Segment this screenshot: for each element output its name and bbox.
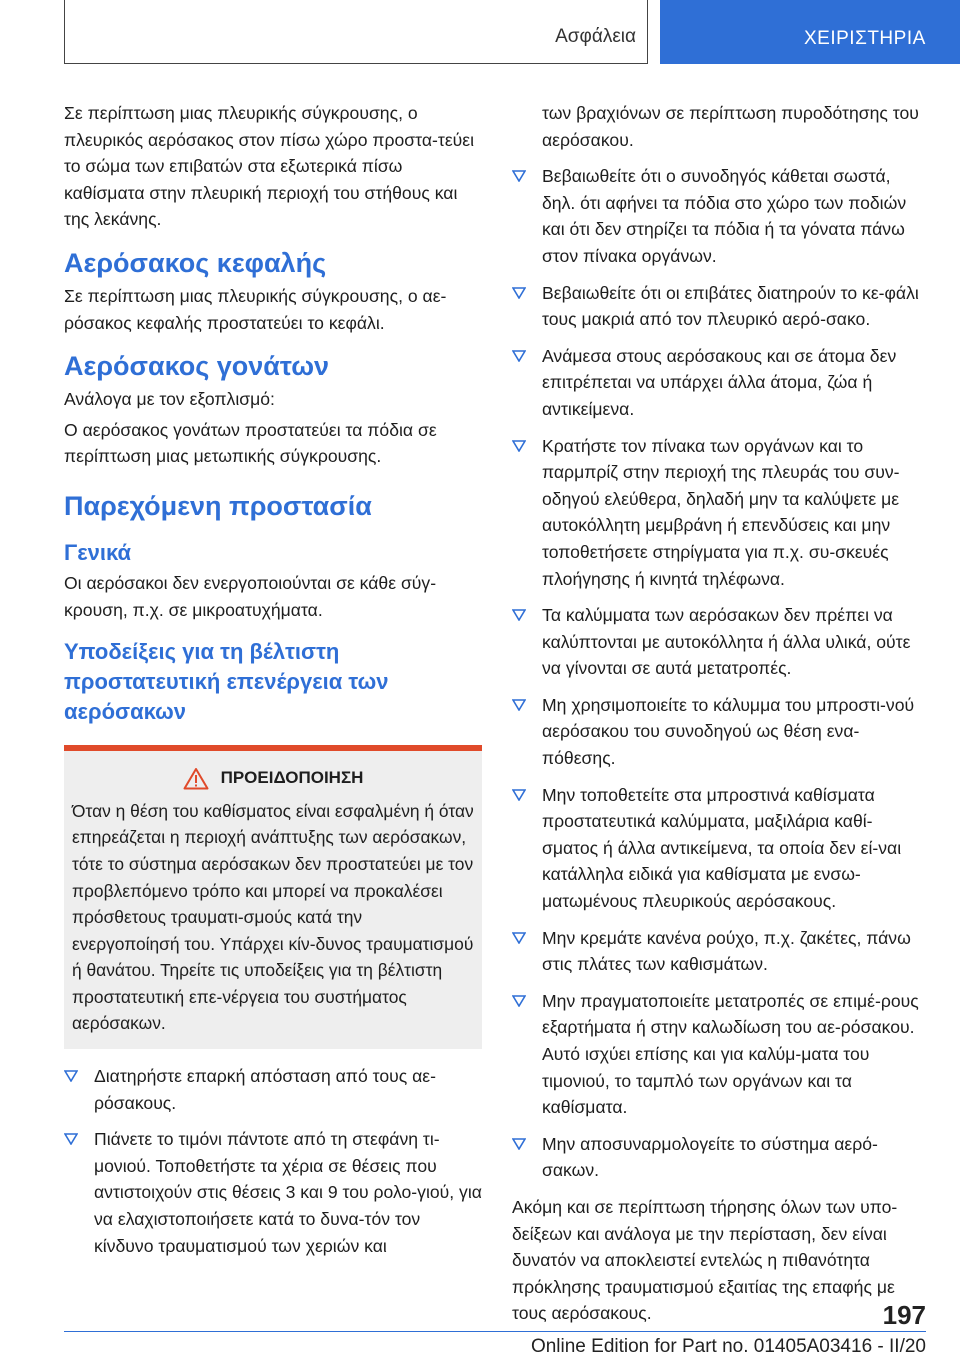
footer-edition: Online Edition for Part no. 01405A03416 - II/20 xyxy=(530,1336,926,1357)
list-item: Μην αποσυναρμολογείτε το σύστημα αερό‐σακων. xyxy=(512,1131,926,1184)
heading-general: Γενικά xyxy=(64,539,132,565)
right-column xyxy=(512,100,926,1331)
list-item: Βεβαιωθείτε ότι οι επιβάτες διατηρούν το κε‐φάλι τους μακριά από τον πλευρικό αερό‐σακο. xyxy=(512,280,926,333)
right-bullet-list xyxy=(512,163,926,1184)
bullet-triangle-icon xyxy=(512,350,526,362)
left-column xyxy=(64,100,482,1269)
bullet-triangle-icon xyxy=(64,1133,78,1145)
bullet-triangle-icon xyxy=(512,170,526,182)
warning-triangle-icon xyxy=(183,767,209,790)
heading-knee-airbag: Αερόσακος γονάτων xyxy=(64,351,330,382)
warning-box xyxy=(64,745,482,1049)
header-chapter-tab[interactable]: ΧΕΙΡΙΣΤΗΡΙΑ xyxy=(660,0,960,64)
head-airbag-text: Σε περίπτωση μιας πλευρικής σύγκρουσης, ο αε‐ρόσακος κεφαλής προστατεύει το κεφάλι. xyxy=(64,285,447,333)
intro-paragraph: Σε περίπτωση μιας πλευρικής σύγκρουσης, ο πλευρικός αερόσακος στον πίσω χώρο προστα‐τεύει το σώμα των επιβατών στα εξωτερικά πίσω καθίσματα στην πλευρική περιοχή του στήθους και της λεκάνης. xyxy=(64,103,475,230)
warning-text: Όταν η θέση του καθίσματος είναι εσφαλμένη ή όταν επηρεάζεται η περιοχή ανάπτυξης των αερόσακων, τότε το σύστημα αερόσακων δεν προστατεύει με τον προβλεπόμενο τρόπο και μπορεί να προκαλέσει πρόσθετους τραυματι‐σμούς κατά την ενεργοποίησή του. Υπάρχει κίν‐δυνος τραυματισμού ή θανάτου. Τηρείτε τις υποδείξεις για τη βέλτιστη προστατευτική επε‐νέργεια του συστήματος αερόσακων. xyxy=(72,800,474,1034)
bullet-triangle-icon xyxy=(512,609,526,621)
continued-text: των βραχιόνων σε περίπτωση πυροδότησης του αερόσακου. xyxy=(542,103,919,150)
list-item: Ανάμεσα στους αερόσακους και σε άτομα δεν επιτρέπεται να υπάρχει άλλα άτομα, ζώα ή αντικείμενα. xyxy=(512,343,926,423)
bullet-triangle-icon xyxy=(64,1070,78,1082)
list-item: Μην τοποθετείτε στα μπροστινά καθίσματα προστατευτικά καλύμματα, μαξιλάρια καθί‐σματος ή άλλα αντικείμενα, τα οποία δεν εί‐ναι κατάλληλα ειδικά για καθίσματα με ενσω‐ματωμένους πλευρικούς αερόσακους. xyxy=(512,782,926,915)
bullet-triangle-icon xyxy=(512,789,526,801)
left-bullet-list xyxy=(64,1063,482,1259)
closing-paragraph: Ακόμη και σε περίπτωση τήρησης όλων των υπο‐δείξεων και ανάλογα με την περίσταση, δεν είναι δυνατόν να αποκλειστεί εντελώς η πιθανότητα πρόκλησης τραυματισμού εξαιτίας της επαφής με τους αερόσακους. xyxy=(512,1196,898,1324)
heading-head-airbag: Αερόσακος κεφαλής xyxy=(64,247,327,278)
list-item: Διατηρήστε επαρκή απόσταση από τους αε‐ρόσακους. xyxy=(64,1063,482,1116)
footer-divider xyxy=(64,1331,926,1332)
bullet-triangle-icon xyxy=(512,995,526,1007)
list-item: Τα καλύμματα των αερόσακων δεν πρέπει να καλύπτονται με αυτοκόλλητα ή άλλα υλικά, ούτε να γίνονται σε αυτά μετατροπές. xyxy=(512,602,926,682)
list-item: Βεβαιωθείτε ότι ο συνοδηγός κάθεται σωστά, δηλ. ότι αφήνει τα πόδια στο χώρο των ποδιών και ότι δεν στηρίζει τα πόδια ή τα γόνατα πάνω στον πίνακα οργάνων. xyxy=(512,163,926,269)
header-section-title: Ασφάλεια xyxy=(555,26,636,47)
list-item: Πιάνετε το τιμόνι πάντοτε από τη στεφάνη τι‐μονιού. Τοποθετήστε τα χέρια σε θέσεις που αντιστοιχούν στις θέσεις 3 και 9 του ρολο‐γιού, για να ελαχιστοποιήσετε κατά το δυνα‐τόν τον κίνδυνο τραυματισμού των χεριών και xyxy=(64,1126,482,1259)
list-item: Μην κρεμάτε κανένα ρούχο, π.χ. ζακέτες, πάνω στις πλάτες των καθισμάτων. xyxy=(512,925,926,978)
bullet-triangle-icon xyxy=(512,287,526,299)
general-text: Οι αερόσακοι δεν ενεργοποιούνται σε κάθε σύγ‐κρουση, π.χ. σε μικροατυχήματα. xyxy=(64,572,437,620)
bullet-triangle-icon xyxy=(512,699,526,711)
list-item: Κρατήστε τον πίνακα των οργάνων και το παρμπρίζ στην περιοχή της πλευράς του συν‐οδηγού ελεύθερα, δηλαδή μην τα καλύψετε με αυτοκόλλητη μεμβράνη ή επενδύσεις και μην τοποθετήσετε στηρίγματα για π.χ. συ‐σκευές πλοήγησης ή κινητά τηλέφωνα. xyxy=(512,433,926,593)
bullet-triangle-icon xyxy=(512,440,526,452)
knee-airbag-equipment: Ανάλογα με τον εξοπλισμό: xyxy=(64,389,275,410)
warning-label: ΠΡΟΕΙΔΟΠΟΙΗΣΗ xyxy=(220,768,364,788)
bullet-triangle-icon xyxy=(512,932,526,944)
warning-header xyxy=(72,765,474,792)
list-item: Μην πραγματοποιείτε μετατροπές σε επιμέ‐ρους εξαρτήματα ή στην καλωδίωση του αε‐ρόσακου. Αυτό ισχύει επίσης και για καλύμ‐ματα του τιμονιού, το ταμπλό των οργάνων και τα καθίσματα. xyxy=(512,988,926,1121)
list-item: Μη χρησιμοποιείτε το κάλυμμα του μπροστι‐νού αερόσακου του συνοδηγού ως θέση ενα‐πόθεσης. xyxy=(512,692,926,772)
page-number: 197 xyxy=(882,1300,926,1330)
bullet-triangle-icon xyxy=(512,1138,526,1150)
knee-airbag-text: Ο αερόσακος γονάτων προστατεύει τα πόδια σε περίπτωση μιας μετωπικής σύγκρουσης. xyxy=(64,419,437,467)
heading-protection: Παρεχόμενη προστασία xyxy=(64,490,372,521)
heading-tips: Υποδείξεις για τη βέλτιστη προστατευτική επενέργεια των αερόσακων xyxy=(64,639,389,725)
